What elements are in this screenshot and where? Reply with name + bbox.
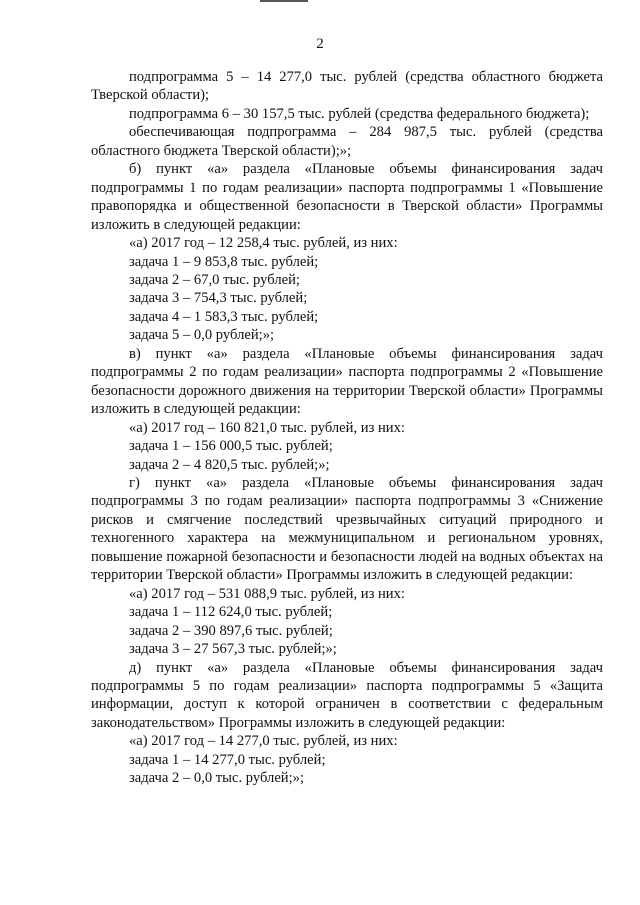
top-edge-mark (260, 0, 308, 2)
list-item: «а) 2017 год – 531 088,9 тыс. рублей, из них: (129, 585, 405, 602)
list-item: задача 4 – 1 583,3 тыс. рублей; (129, 308, 319, 325)
list-item: «а) 2017 год – 12 258,4 тыс. рублей, из них: (129, 235, 398, 252)
paragraph-item-d: д) пункт «а» раздела «Плановые объемы финансирования задач подпрограммы 5 по годам реализации» паспорта подпрограммы 5 «Защита информации, доступ к которой ограничен в соответствии с федеральным законодательством» Программы изложить в следующей редакции: (91, 659, 603, 731)
paragraph-item-b: б) пункт «а» раздела «Плановые объемы финансирования задач подпрограммы 1 по годам реализации» паспорта подпрограммы 1 «Повышение правопорядка и общественной безопасности в Тверской области» Программы изложить в следующей редакции: (91, 161, 603, 233)
paragraph-item-v: в) пункт «а» раздела «Плановые объемы финансирования задач подпрограммы 2 по годам реализации» паспорта подпрограммы 2 «Повышение безопасности дорожного движения на территории Тверской области» Программы изложить в следующей редакции: (91, 345, 603, 418)
list-item: задача 2 – 4 820,5 тыс. рублей;»; (129, 456, 330, 473)
list-item: задача 1 – 14 277,0 тыс. рублей; (129, 751, 326, 768)
list-item: «а) 2017 год – 14 277,0 тыс. рублей, из них: (129, 733, 398, 750)
list-item: задача 3 – 27 567,3 тыс. рублей;»; (129, 641, 337, 658)
paragraph-subprogram-6-funding: подпрограмма 6 – 30 157,5 тыс. рублей (средства федерального бюджета); (129, 105, 590, 122)
list-item: задача 1 – 112 624,0 тыс. рублей; (129, 604, 333, 621)
paragraph-support-subprogram-funding: обеспечивающая подпрограмма – 284 987,5 тыс. рублей (средства областного бюджета Тверской области);»; (91, 124, 603, 159)
list-item: задача 2 – 67,0 тыс. рублей; (129, 271, 300, 288)
list-item: задача 2 – 390 897,6 тыс. рублей; (129, 622, 333, 639)
paragraph-item-g: г) пункт «а» раздела «Плановые объемы финансирования задач подпрограммы 3 по годам реализации» паспорта подпрограммы 3 «Снижение рисков и смягчение последствий чрезвычайных ситуаций природного и техногенного характера на межмуниципальном и региональном уровнях, повышение пожарной безопасности и безопасности людей на водных объектах на территории Тверской области» Программы изложить в следующей редакции: (91, 474, 603, 584)
document-body (91, 68, 603, 788)
list-item: «а) 2017 год – 160 821,0 тыс. рублей, из них: (129, 419, 405, 436)
list-item: задача 5 – 0,0 рублей;»; (129, 327, 275, 344)
page-number: 2 (316, 36, 324, 52)
paragraph-subprogram-5-funding: подпрограмма 5 – 14 277,0 тыс. рублей (средства областного бюджета Тверской области); (91, 69, 603, 104)
list-item: задача 2 – 0,0 тыс. рублей;»; (129, 770, 305, 787)
list-item: задача 1 – 9 853,8 тыс. рублей; (129, 253, 319, 270)
list-item: задача 1 – 156 000,5 тыс. рублей; (129, 438, 333, 455)
list-item: задача 3 – 754,3 тыс. рублей; (129, 290, 308, 307)
